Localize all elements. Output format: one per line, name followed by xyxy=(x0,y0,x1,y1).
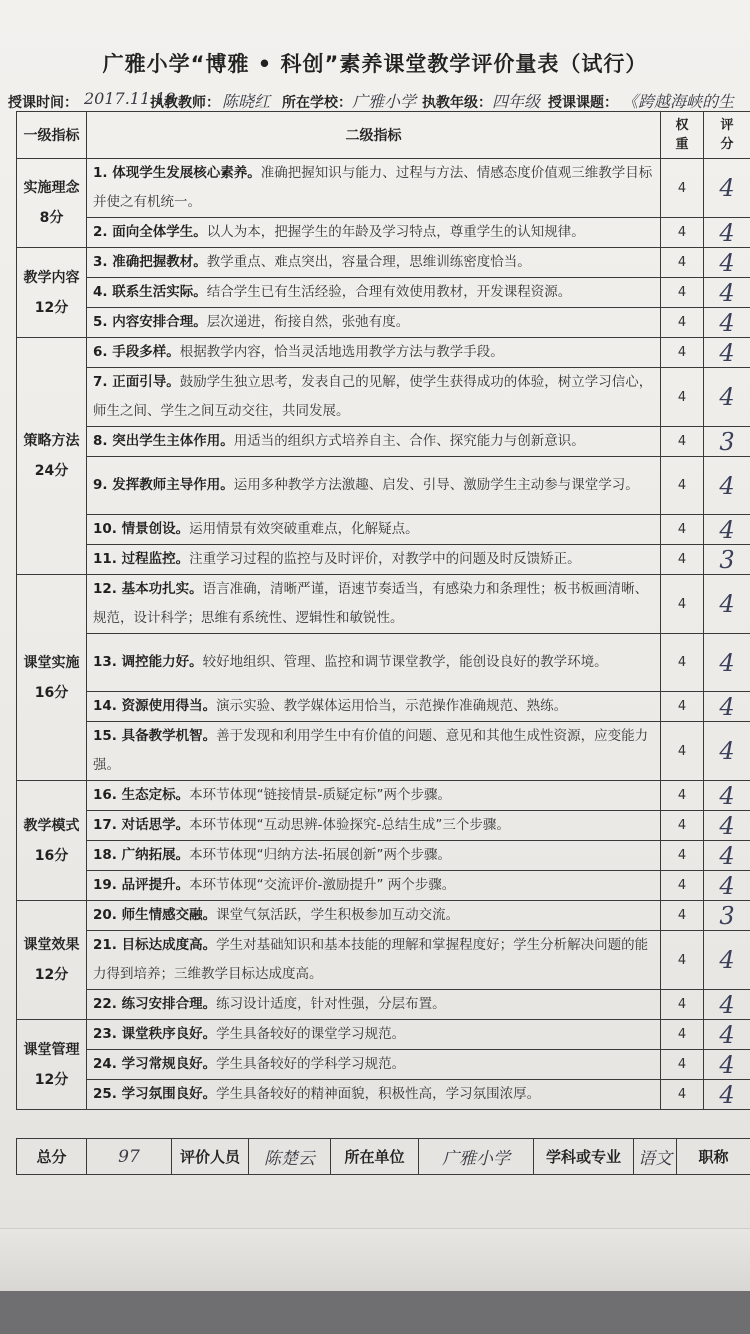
item-description xyxy=(87,248,661,278)
item-description xyxy=(87,1020,661,1050)
item-description xyxy=(87,575,661,634)
table-header-row xyxy=(17,112,750,159)
item-text: 学生对基础知识和基本技能的理解和掌握程度好；学生分析解决问题的能力得到培养；三维教学目标达成度高。 xyxy=(93,937,649,982)
item-description xyxy=(87,427,661,457)
item-title: 22. 练习安排合理。 xyxy=(93,996,217,1012)
item-text: 较好地组织、管理、监控和调节课堂教学，能创设良好的教学环境。 xyxy=(202,654,608,670)
item-title: 11. 过程监控。 xyxy=(93,551,190,567)
item-title: 8. 突出学生主体作用。 xyxy=(93,433,234,449)
item-description xyxy=(87,338,661,368)
table-row xyxy=(17,811,750,841)
item-score[interactable]: 3 xyxy=(704,545,750,575)
unit-value[interactable]: 广雅小学 xyxy=(419,1139,534,1175)
table-row xyxy=(17,1050,750,1080)
item-description xyxy=(87,368,661,427)
item-title: 10. 情景创设。 xyxy=(93,521,190,537)
item-score[interactable]: 4 xyxy=(704,841,750,871)
grade-value[interactable]: 四年级 xyxy=(492,92,541,111)
item-weight: 4 xyxy=(661,722,704,781)
table-row xyxy=(17,515,750,545)
category-points: 12分 xyxy=(34,967,69,983)
item-weight: 4 xyxy=(661,427,704,457)
item-weight: 4 xyxy=(661,811,704,841)
item-description xyxy=(87,990,661,1020)
item-title: 18. 广纳拓展。 xyxy=(93,847,190,863)
item-score[interactable]: 4 xyxy=(704,1080,750,1110)
item-weight: 4 xyxy=(661,1020,704,1050)
item-title: 2. 面向全体学生。 xyxy=(93,224,207,240)
item-title: 20. 师生情感交融。 xyxy=(93,907,217,923)
item-score[interactable]: 4 xyxy=(704,634,750,692)
item-title: 9. 发挥教师主导作用。 xyxy=(93,477,234,493)
table-row xyxy=(17,634,750,692)
item-description xyxy=(87,515,661,545)
table-row xyxy=(17,427,750,457)
category-name: 教学模式 xyxy=(23,817,80,834)
item-text: 学生具备较好的课堂学习规范。 xyxy=(216,1026,406,1042)
item-text: 本环节体现“交流评价-激励提升” 两个步骤。 xyxy=(189,877,456,893)
category-points: 24分 xyxy=(34,463,69,479)
item-title: 5. 内容安排合理。 xyxy=(93,314,207,330)
item-description xyxy=(87,218,661,248)
item-title: 6. 手段多样。 xyxy=(93,344,180,360)
evaluator-value[interactable]: 陈楚云 xyxy=(249,1139,331,1175)
category-name: 课堂效果 xyxy=(23,937,80,953)
topic-label: 授课课题： xyxy=(548,95,618,111)
category-cell xyxy=(17,901,87,1020)
item-weight: 4 xyxy=(661,545,704,575)
item-score[interactable]: 4 xyxy=(704,368,750,427)
item-weight: 4 xyxy=(661,1050,704,1080)
item-score[interactable]: 4 xyxy=(704,811,750,841)
item-title: 14. 资源使用得当。 xyxy=(93,698,217,714)
item-description xyxy=(87,931,661,990)
item-score[interactable]: 4 xyxy=(704,1020,750,1050)
header-score: 评分 xyxy=(704,112,750,159)
item-title: 17. 对话思学。 xyxy=(93,817,190,833)
table-row xyxy=(17,278,750,308)
header-level1: 一级指标 xyxy=(17,112,87,159)
footer-table xyxy=(16,1138,750,1175)
table-row xyxy=(17,218,750,248)
table-row xyxy=(17,781,750,811)
subject-label: 学科或专业 xyxy=(534,1139,634,1175)
item-description xyxy=(87,159,661,218)
item-title: 13. 调控能力好。 xyxy=(93,654,203,670)
total-label: 总分 xyxy=(17,1139,87,1175)
item-title: 4. 联系生活实际。 xyxy=(93,284,207,300)
category-points: 8分 xyxy=(39,210,64,226)
total-value[interactable]: 97 xyxy=(87,1139,172,1175)
table-row xyxy=(17,692,750,722)
item-title: 25. 学习氛围良好。 xyxy=(93,1086,217,1102)
item-description xyxy=(87,457,661,515)
item-title: 19. 品评提升。 xyxy=(93,877,190,893)
item-description xyxy=(87,692,661,722)
item-title: 15. 具备教学机智。 xyxy=(93,728,217,744)
topic-value[interactable]: 《跨越海峡的生 xyxy=(622,92,735,111)
item-text: 本环节体现“互动思辨-体验探究-总结生成”三个步骤。 xyxy=(189,817,510,833)
item-score[interactable]: 4 xyxy=(704,338,750,368)
item-score[interactable]: 4 xyxy=(704,931,750,990)
item-weight: 4 xyxy=(661,457,704,515)
item-text: 语言准确，清晰严谨，语速节奏适当，有感染力和条理性；板书板画清晰、规范，设计科学；思维有系统性、逻辑性和敏锐性。 xyxy=(93,581,649,626)
item-weight: 4 xyxy=(661,278,704,308)
table-row xyxy=(17,338,750,368)
time-label: 授课时间： xyxy=(8,95,78,111)
item-text: 用适当的组织方式培养自主、合作、探究能力与创新意识。 xyxy=(233,433,585,449)
item-weight: 4 xyxy=(661,634,704,692)
item-weight: 4 xyxy=(661,871,704,901)
item-weight: 4 xyxy=(661,1080,704,1110)
item-score[interactable]: 4 xyxy=(704,308,750,338)
item-text: 注重学习过程的监控与及时评价，对教学中的问题及时反馈矫正。 xyxy=(189,551,581,567)
item-score[interactable]: 4 xyxy=(704,457,750,515)
category-cell xyxy=(17,248,87,338)
item-text: 教学重点、难点突出，容量合理，思维训练密度恰当。 xyxy=(206,254,531,270)
table-row xyxy=(17,901,750,931)
category-name: 教学内容 xyxy=(23,269,80,286)
table-row xyxy=(17,545,750,575)
category-cell xyxy=(17,159,87,248)
item-text: 结合学生已有生活经验，合理有效使用教材，开发课程资源。 xyxy=(206,284,572,300)
item-description xyxy=(87,308,661,338)
item-weight: 4 xyxy=(661,248,704,278)
item-score[interactable]: 4 xyxy=(704,575,750,634)
item-text: 演示实验、教学媒体运用恰当，示范操作准确规范、熟练。 xyxy=(216,698,568,714)
item-score[interactable]: 4 xyxy=(704,278,750,308)
item-description xyxy=(87,634,661,692)
evaluation-table xyxy=(16,111,750,1110)
item-weight: 4 xyxy=(661,990,704,1020)
table-row xyxy=(17,575,750,634)
item-weight: 4 xyxy=(661,308,704,338)
item-text: 根据教学内容，恰当灵活地选用教学方法与教学手段。 xyxy=(179,344,504,360)
header-weight: 权重 xyxy=(661,112,704,159)
item-weight: 4 xyxy=(661,841,704,871)
item-text: 学生具备较好的学科学习规范。 xyxy=(216,1056,406,1072)
item-weight: 4 xyxy=(661,575,704,634)
category-points: 12分 xyxy=(34,1071,69,1088)
table-row xyxy=(17,931,750,990)
table-row xyxy=(17,722,750,781)
item-description xyxy=(87,278,661,308)
teacher-label: 执教教师： xyxy=(150,95,220,111)
item-text: 课堂气氛活跃，学生积极参加互动交流。 xyxy=(216,907,460,923)
category-cell xyxy=(17,1020,87,1110)
item-weight: 4 xyxy=(661,692,704,722)
table-row xyxy=(17,159,750,218)
item-title: 23. 课堂秩序良好。 xyxy=(93,1026,217,1042)
item-weight: 4 xyxy=(661,781,704,811)
item-text: 学生具备较好的精神面貌，积极性高，学习氛围浓厚。 xyxy=(216,1086,541,1102)
item-weight: 4 xyxy=(661,901,704,931)
item-title: 7. 正面引导。 xyxy=(93,374,180,390)
item-text: 鼓励学生独立思考，发表自己的见解，使学生获得成功的体验，树立学习信心，师生之间、学生之间互动交往，共同发展。 xyxy=(93,374,653,419)
item-text: 以人为本，把握学生的年龄及学习特点，尊重学生的认知规律。 xyxy=(206,224,585,240)
category-name: 策略方法 xyxy=(23,433,80,449)
unit-label: 所在单位 xyxy=(331,1139,419,1175)
item-text: 本环节体现“链接情景-质疑定标”两个步骤。 xyxy=(189,787,451,803)
subject-value[interactable]: 语文 xyxy=(634,1139,677,1175)
item-score[interactable]: 3 xyxy=(704,427,750,457)
table-row xyxy=(17,457,750,515)
item-title: 12. 基本功扎实。 xyxy=(93,581,203,597)
item-description xyxy=(87,871,661,901)
category-name: 实施理念 xyxy=(23,180,80,196)
time-value[interactable]: 2017.11.18 xyxy=(84,89,176,108)
category-points: 16分 xyxy=(34,847,69,864)
item-text: 运用多种教学方法激趣、启发、引导、激励学生主动参与课堂学习。 xyxy=(233,477,639,493)
item-score[interactable]: 4 xyxy=(704,692,750,722)
item-score[interactable]: 4 xyxy=(704,1050,750,1080)
category-cell xyxy=(17,781,87,901)
grade-label: 执教年级： xyxy=(422,95,492,111)
table-row xyxy=(17,308,750,338)
item-score[interactable]: 4 xyxy=(704,722,750,781)
item-weight: 4 xyxy=(661,159,704,218)
item-title: 24. 学习常规良好。 xyxy=(93,1056,217,1072)
item-text: 准确把握知识与能力、过程与方法、情感态度价值观三维教学目标并使之有机统一。 xyxy=(93,165,653,210)
header-level2: 二级指标 xyxy=(87,112,661,159)
item-score[interactable]: 4 xyxy=(704,871,750,901)
item-description xyxy=(87,901,661,931)
table-row xyxy=(17,1020,750,1050)
item-score[interactable]: 4 xyxy=(704,159,750,218)
item-description xyxy=(87,781,661,811)
category-name: 课堂管理 xyxy=(23,1041,80,1058)
evaluator-label: 评价人员 xyxy=(172,1139,249,1175)
item-title: 21. 目标达成度高。 xyxy=(93,937,217,953)
table-row xyxy=(17,990,750,1020)
category-cell xyxy=(17,575,87,781)
item-weight: 4 xyxy=(661,218,704,248)
table-row xyxy=(17,871,750,901)
school-value[interactable]: 广雅小学 xyxy=(352,92,417,111)
category-cell xyxy=(17,338,87,575)
item-score[interactable]: 4 xyxy=(704,515,750,545)
form-title: 广雅小学“博雅 • 科创”素养课堂教学评价量表（试行） xyxy=(102,52,648,76)
item-text: 善于发现和利用学生中有价值的问题、意见和其他生成性资源，应变能力强。 xyxy=(93,728,649,773)
item-description xyxy=(87,1050,661,1080)
table-row xyxy=(17,368,750,427)
item-score[interactable]: 4 xyxy=(704,248,750,278)
item-title: 16. 生态定标。 xyxy=(93,787,190,803)
item-text: 层次递进，衔接自然，张弛有度。 xyxy=(206,314,410,330)
item-description xyxy=(87,545,661,575)
table-row xyxy=(17,841,750,871)
item-title: 1. 体现学生发展核心素养。 xyxy=(93,165,261,181)
item-weight: 4 xyxy=(661,368,704,427)
item-text: 本环节体现“归纳方法-拓展创新”两个步骤。 xyxy=(189,847,451,863)
item-text: 练习设计适度，针对性强，分层布置。 xyxy=(216,996,446,1012)
category-name: 课堂实施 xyxy=(23,654,80,671)
item-score[interactable]: 4 xyxy=(704,218,750,248)
title-label: 职称 xyxy=(677,1139,750,1175)
category-points: 16分 xyxy=(34,684,69,701)
item-description xyxy=(87,722,661,781)
item-score[interactable]: 3 xyxy=(704,901,750,931)
item-weight: 4 xyxy=(661,338,704,368)
item-weight: 4 xyxy=(661,931,704,990)
item-description xyxy=(87,811,661,841)
item-score[interactable]: 4 xyxy=(704,781,750,811)
item-score[interactable]: 4 xyxy=(704,990,750,1020)
form-header xyxy=(8,88,750,112)
item-weight: 4 xyxy=(661,515,704,545)
item-text: 运用情景有效突破重难点，化解疑点。 xyxy=(189,521,419,537)
school-label: 所在学校： xyxy=(282,95,352,111)
paper-edge xyxy=(0,1228,750,1291)
table-row xyxy=(17,248,750,278)
category-points: 12分 xyxy=(34,299,69,316)
item-description xyxy=(87,841,661,871)
table-row xyxy=(17,1080,750,1110)
teacher-value[interactable]: 陈晓红 xyxy=(222,92,271,111)
item-title: 3. 准确把握教材。 xyxy=(93,254,207,270)
item-description xyxy=(87,1080,661,1110)
